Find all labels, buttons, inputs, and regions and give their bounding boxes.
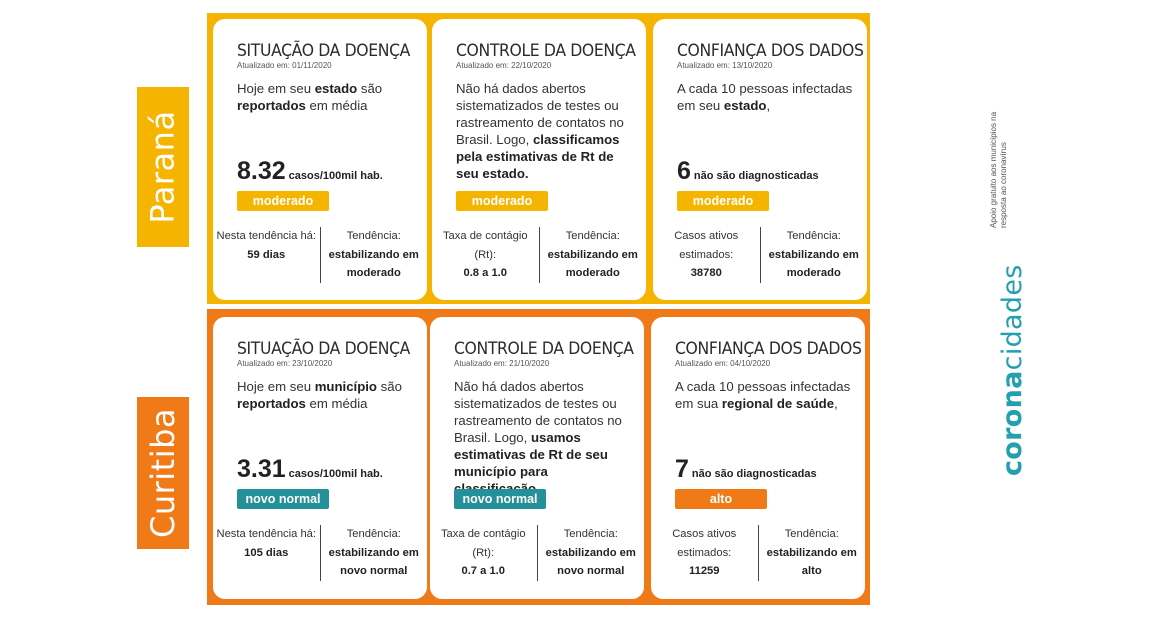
card-description bbox=[237, 80, 415, 114]
stat-active-cases bbox=[651, 525, 759, 581]
region-name: Curitiba bbox=[144, 407, 182, 539]
status-badge: novo normal bbox=[454, 489, 546, 509]
card-updated-date: Atualizado em: 22/10/2020 bbox=[456, 61, 552, 70]
bold-text: município bbox=[314, 379, 377, 394]
text-segment: Hoje em seu bbox=[237, 379, 315, 394]
stat-line: Nesta tendência há: bbox=[216, 230, 316, 242]
stat-line: estabilizando em bbox=[768, 248, 859, 261]
stat-line: Taxa de contágio bbox=[440, 528, 526, 540]
region-label-curitiba bbox=[137, 397, 189, 549]
brand-logo bbox=[997, 264, 1028, 476]
card-situacao-curitiba bbox=[213, 317, 427, 599]
stats-row bbox=[653, 227, 867, 283]
stat-line: Casos ativos bbox=[674, 230, 739, 242]
metric-unit: não são diagnosticadas bbox=[691, 468, 817, 480]
stat-line: alto bbox=[801, 565, 822, 577]
card-updated-date: Atualizado em: 04/10/2020 bbox=[675, 359, 771, 368]
metric-value: 6 bbox=[677, 157, 691, 185]
stats-row bbox=[213, 227, 427, 283]
status-badge: moderado bbox=[677, 191, 769, 211]
status-badge: alto bbox=[675, 489, 767, 509]
card-title: CONFIANÇA DOS DADOS bbox=[675, 339, 862, 359]
card-confianca-curitiba bbox=[651, 317, 865, 599]
metric-line bbox=[675, 455, 817, 484]
stat-line: estimados: bbox=[679, 248, 734, 261]
stat-line: estabilizando em bbox=[328, 248, 419, 261]
stat-line: Casos ativos bbox=[672, 528, 737, 540]
card-updated-date: Atualizado em: 13/10/2020 bbox=[677, 61, 773, 70]
stat-line: 0.7 a 1.0 bbox=[461, 565, 506, 577]
card-title: CONFIANÇA DOS DADOS bbox=[677, 41, 864, 61]
stat-line: Tendência: bbox=[346, 528, 401, 540]
stat-line: 0.8 a 1.0 bbox=[463, 267, 508, 279]
stat-trend bbox=[759, 525, 866, 581]
stat-active-cases bbox=[653, 227, 761, 283]
stat-line: novo normal bbox=[557, 565, 625, 577]
text-segment: Não há dados abertos sistematizados de testes ou rastreamento de contatos no Brasil. Logo, bbox=[456, 81, 624, 147]
bold-text: estado bbox=[314, 81, 358, 96]
card-title: SITUAÇÃO DA DOENÇA bbox=[237, 339, 410, 359]
metric-line bbox=[237, 157, 383, 186]
card-title: CONTROLE DA DOENÇA bbox=[454, 339, 634, 359]
stat-trend-duration bbox=[213, 227, 321, 283]
metric-unit: casos/100mil hab. bbox=[288, 170, 383, 182]
brand-part-2: cidades bbox=[997, 264, 1028, 371]
bold-text: classificamos pela estimativas de Rt de seu estado. bbox=[456, 132, 620, 181]
stat-line: 105 dias bbox=[244, 546, 289, 559]
stats-row bbox=[213, 525, 427, 581]
metric-unit: não são diagnosticadas bbox=[693, 170, 819, 182]
card-updated-date: Atualizado em: 23/10/2020 bbox=[237, 359, 333, 368]
region-name: Paraná bbox=[144, 110, 182, 224]
card-title: SITUAÇÃO DA DOENÇA bbox=[237, 41, 410, 61]
stat-line: Nesta tendência há: bbox=[216, 528, 316, 540]
text-segment: em média bbox=[305, 98, 368, 113]
text-segment: Hoje em seu bbox=[237, 81, 315, 96]
stat-line: (Rt): bbox=[474, 248, 497, 261]
stat-line: estabilizando em bbox=[328, 546, 419, 559]
stat-trend bbox=[538, 525, 645, 581]
card-description bbox=[456, 80, 634, 182]
metric-unit: casos/100mil hab. bbox=[288, 468, 383, 480]
text-segment: , bbox=[766, 98, 771, 113]
stat-line: 38780 bbox=[690, 267, 722, 279]
stat-line: Tendência: bbox=[786, 230, 841, 242]
stats-row bbox=[651, 525, 865, 581]
metric-value: 7 bbox=[675, 455, 689, 483]
stat-line: moderado bbox=[346, 267, 401, 279]
stat-line: 59 dias bbox=[247, 248, 286, 261]
stat-trend bbox=[321, 227, 428, 283]
card-description bbox=[237, 378, 415, 412]
text-segment: Não há dados abertos sistematizados de testes ou rastreamento de contatos no Brasil. Logo, bbox=[454, 379, 622, 445]
metric-line bbox=[677, 157, 819, 186]
status-badge: novo normal bbox=[237, 489, 329, 509]
text-segment: são bbox=[376, 379, 402, 394]
card-updated-date: Atualizado em: 21/10/2020 bbox=[454, 359, 550, 368]
stat-line: Tendência: bbox=[346, 230, 401, 242]
card-updated-date: Atualizado em: 01/11/2020 bbox=[237, 61, 332, 70]
bold-text: reportados bbox=[237, 396, 306, 411]
metric-value: 3.31 bbox=[237, 455, 286, 483]
stat-line: moderado bbox=[565, 267, 620, 279]
metric-line bbox=[237, 455, 383, 484]
stat-rt bbox=[430, 525, 538, 581]
stat-trend-duration bbox=[213, 525, 321, 581]
stat-trend bbox=[540, 227, 647, 283]
stat-line: 11259 bbox=[689, 565, 720, 577]
stat-line: Tendência: bbox=[565, 230, 620, 242]
text-segment: são bbox=[357, 81, 383, 96]
card-controle-curitiba bbox=[430, 317, 644, 599]
bold-text: regional de saúde bbox=[721, 396, 835, 411]
stat-line: Tendência: bbox=[563, 528, 618, 540]
text-segment: A cada 10 pessoas infectadas em sua bbox=[675, 379, 851, 411]
metric-value: 8.32 bbox=[237, 157, 286, 185]
card-controle-parana bbox=[432, 19, 646, 300]
region-label-parana bbox=[137, 87, 189, 247]
card-description bbox=[454, 378, 632, 497]
text-segment: A cada 10 pessoas infectadas em seu bbox=[677, 81, 853, 113]
stat-rt bbox=[432, 227, 540, 283]
stat-trend bbox=[321, 525, 428, 581]
stat-line: estabilizando em bbox=[547, 248, 638, 261]
text-segment: , bbox=[834, 396, 838, 411]
tagline: Apoio gratuito aos municípios na resposta ao coronavírus bbox=[989, 111, 1008, 228]
text-segment: em média bbox=[305, 396, 368, 411]
stats-row bbox=[432, 227, 646, 283]
card-confianca-parana bbox=[653, 19, 867, 300]
card-description bbox=[675, 378, 853, 412]
brand-part-1: corona bbox=[997, 370, 1028, 476]
stats-row bbox=[430, 525, 644, 581]
stat-line: moderado bbox=[786, 267, 841, 279]
bold-text: reportados bbox=[237, 98, 306, 113]
bold-text: usamos estimativas de Rt de seu município para bbox=[454, 430, 608, 479]
stat-line: novo normal bbox=[340, 565, 408, 577]
stat-line: Taxa de contágio bbox=[442, 230, 528, 242]
status-badge: moderado bbox=[237, 191, 329, 211]
stat-line: Tendência: bbox=[784, 528, 839, 540]
status-badge: moderado bbox=[456, 191, 548, 211]
bold-text: estado bbox=[723, 98, 767, 113]
card-title: CONTROLE DA DOENÇA bbox=[456, 41, 636, 61]
stat-trend bbox=[761, 227, 868, 283]
stat-line: estabilizando em bbox=[545, 546, 636, 559]
card-description bbox=[677, 80, 855, 114]
stat-line: estabilizando em bbox=[766, 546, 857, 559]
stat-line: estimados: bbox=[677, 546, 732, 559]
stat-line: (Rt): bbox=[472, 546, 495, 559]
card-situacao-parana bbox=[213, 19, 427, 300]
